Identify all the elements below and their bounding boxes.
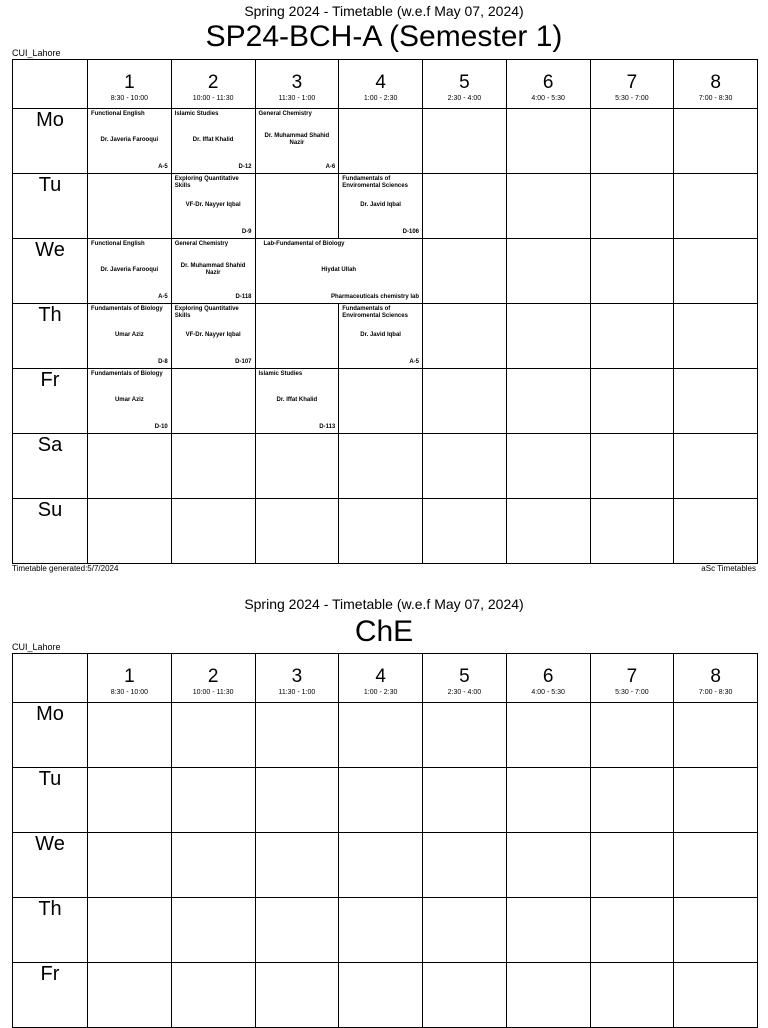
lesson-subject: General Chemistry	[258, 111, 312, 117]
lesson-room: D-8	[158, 359, 168, 365]
day-label: Th	[13, 898, 88, 963]
day-label: Fr	[13, 369, 88, 434]
lesson-cell[interactable]	[255, 109, 339, 174]
empty-cell	[88, 499, 172, 564]
lesson-teacher: VF-Dr. Nayyer Iqbal	[185, 332, 241, 338]
day-label: Mo	[13, 109, 88, 174]
empty-cell	[339, 963, 423, 1028]
lesson-teacher: Umar Aziz	[114, 332, 144, 338]
day-row-fr	[13, 963, 758, 1028]
corner-cell	[13, 60, 88, 109]
lesson-teacher: Dr. Muhammad Shahid Nazir	[180, 263, 246, 276]
timetable1-credit: aSc Timetables	[701, 564, 756, 573]
lesson-cell[interactable]	[88, 369, 172, 434]
empty-cell	[506, 898, 590, 963]
lesson-subject: Fundamentals of Enviromental Sciences	[342, 176, 408, 189]
period-header-row	[13, 654, 758, 703]
timetable2-school: CUI_Lahore	[12, 642, 61, 652]
empty-cell	[423, 833, 507, 898]
empty-cell	[590, 109, 674, 174]
empty-cell	[255, 434, 339, 499]
period-1: 1 8:30 - 10:00	[88, 654, 172, 703]
lesson-subject: Exploring Quantitative Skills	[174, 306, 239, 319]
period-2: 2 10:00 - 11:30	[171, 654, 255, 703]
empty-cell	[423, 963, 507, 1028]
empty-cell	[674, 963, 758, 1028]
timetable1-grid	[12, 59, 758, 564]
day-row-mo	[13, 703, 758, 768]
empty-cell	[506, 369, 590, 434]
lesson-subject: Fundamentals of Enviromental Sciences	[342, 306, 408, 319]
empty-cell	[171, 499, 255, 564]
empty-cell	[339, 898, 423, 963]
lesson-subject: Exploring Quantitative Skills	[174, 176, 239, 189]
lesson-cell[interactable]	[339, 174, 423, 239]
lesson-room: D-12	[238, 164, 252, 170]
empty-cell	[674, 703, 758, 768]
lesson-cell-double[interactable]	[255, 239, 423, 304]
lesson-cell[interactable]	[171, 304, 255, 369]
empty-cell	[506, 963, 590, 1028]
empty-cell	[590, 703, 674, 768]
empty-cell	[171, 703, 255, 768]
empty-cell	[339, 109, 423, 174]
empty-cell	[506, 434, 590, 499]
lesson-cell[interactable]	[171, 174, 255, 239]
day-label: Th	[13, 304, 88, 369]
day-label: Tu	[13, 174, 88, 239]
lesson-teacher: Dr. Javid Iqbal	[360, 202, 401, 208]
lesson-room: A-5	[158, 164, 168, 170]
empty-cell	[255, 499, 339, 564]
empty-cell	[506, 768, 590, 833]
day-row-we	[13, 833, 758, 898]
empty-cell	[674, 499, 758, 564]
empty-cell	[590, 499, 674, 564]
day-label: We	[13, 239, 88, 304]
empty-cell	[171, 833, 255, 898]
empty-cell	[423, 109, 507, 174]
empty-cell	[171, 768, 255, 833]
empty-cell	[88, 898, 172, 963]
lesson-cell[interactable]	[171, 239, 255, 304]
day-row-fr	[13, 369, 758, 434]
empty-cell	[674, 239, 758, 304]
period-4: 4 1:00 - 2:30	[339, 60, 423, 109]
timetable1-generated: Timetable generated:5/7/2024	[12, 564, 119, 573]
empty-cell	[590, 963, 674, 1028]
day-label: Fr	[13, 963, 88, 1028]
empty-cell	[506, 833, 590, 898]
empty-cell	[674, 109, 758, 174]
empty-cell	[674, 174, 758, 239]
empty-cell	[506, 239, 590, 304]
empty-cell	[674, 369, 758, 434]
empty-cell	[423, 239, 507, 304]
empty-cell	[590, 174, 674, 239]
empty-cell	[423, 174, 507, 239]
day-label: Su	[13, 499, 88, 564]
lesson-room: A-6	[325, 164, 336, 170]
period-7: 7 5:30 - 7:00	[590, 60, 674, 109]
empty-cell	[255, 833, 339, 898]
empty-cell	[423, 304, 507, 369]
lesson-teacher: Umar Aziz	[114, 397, 144, 403]
lesson-teacher: Dr. Javeria Farooqui	[100, 267, 159, 273]
lesson-teacher: Dr. Javid Iqbal	[360, 332, 401, 338]
lesson-cell[interactable]	[88, 239, 172, 304]
empty-cell	[506, 703, 590, 768]
empty-cell	[423, 499, 507, 564]
empty-cell	[590, 898, 674, 963]
period-2: 2 10:00 - 11:30	[171, 60, 255, 109]
empty-cell	[339, 703, 423, 768]
empty-cell	[674, 768, 758, 833]
empty-cell	[590, 239, 674, 304]
empty-cell	[339, 768, 423, 833]
empty-cell	[590, 833, 674, 898]
period-6: 6 4:00 - 5:30	[506, 60, 590, 109]
period-4: 4 1:00 - 2:30	[339, 654, 423, 703]
empty-cell	[255, 304, 339, 369]
empty-cell	[423, 703, 507, 768]
lesson-cell[interactable]	[339, 304, 423, 369]
lesson-subject: Fundamentals of Biology	[91, 371, 163, 377]
day-label: Sa	[13, 434, 88, 499]
lesson-room: D-10	[154, 424, 168, 430]
timetable2-title: ChE	[354, 615, 414, 648]
lesson-teacher: Dr. Muhammad Shahid Nazir	[264, 133, 330, 146]
empty-cell	[674, 304, 758, 369]
lesson-cell[interactable]	[171, 109, 255, 174]
lesson-room: D-9	[241, 229, 252, 235]
day-row-tu	[13, 174, 758, 239]
day-row-su	[13, 499, 758, 564]
lesson-room: A-5	[409, 359, 419, 365]
empty-cell	[88, 703, 172, 768]
empty-cell	[423, 768, 507, 833]
empty-cell	[506, 304, 590, 369]
lesson-cell[interactable]	[88, 109, 172, 174]
empty-cell	[171, 963, 255, 1028]
day-row-th	[13, 898, 758, 963]
lesson-subject: Islamic Studies	[258, 371, 303, 377]
empty-cell	[590, 434, 674, 499]
empty-cell	[590, 304, 674, 369]
empty-cell	[255, 768, 339, 833]
day-label: Tu	[13, 768, 88, 833]
period-1: 1 8:30 - 10:00	[88, 60, 172, 109]
lesson-room: D-118	[235, 294, 252, 300]
empty-cell	[423, 369, 507, 434]
day-row-we	[13, 239, 758, 304]
timetable1-school: CUI_Lahore	[12, 48, 61, 58]
empty-cell	[339, 499, 423, 564]
day-row-mo	[13, 109, 758, 174]
period-8: 8 7:00 - 8:30	[674, 60, 758, 109]
empty-cell	[339, 434, 423, 499]
empty-cell	[88, 768, 172, 833]
empty-cell	[506, 109, 590, 174]
lesson-subject: Lab-Fundamental of Biology	[263, 241, 345, 247]
empty-cell	[88, 434, 172, 499]
timetable2-grid	[12, 653, 758, 1028]
empty-cell	[88, 833, 172, 898]
empty-cell	[255, 963, 339, 1028]
period-3: 3 11:30 - 1:00	[255, 654, 339, 703]
empty-cell	[423, 434, 507, 499]
period-3: 3 11:30 - 1:00	[255, 60, 339, 109]
lesson-teacher: Hiydat Ullah	[321, 267, 357, 273]
empty-cell	[590, 768, 674, 833]
day-label: Mo	[13, 703, 88, 768]
day-label: We	[13, 833, 88, 898]
lesson-cell[interactable]	[255, 369, 339, 434]
lesson-subject: Islamic Studies	[174, 111, 219, 117]
lesson-subject: Functional English	[91, 241, 145, 247]
empty-cell	[171, 369, 255, 434]
lesson-cell[interactable]	[88, 304, 172, 369]
period-7: 7 5:30 - 7:00	[590, 654, 674, 703]
empty-cell	[339, 833, 423, 898]
empty-cell	[255, 898, 339, 963]
lesson-teacher: VF-Dr. Nayyer Iqbal	[185, 202, 241, 208]
lesson-subject: Functional English	[91, 111, 145, 117]
empty-cell	[423, 898, 507, 963]
empty-cell	[674, 833, 758, 898]
lesson-teacher: Dr. Iffat Khalid	[276, 397, 318, 403]
empty-cell	[171, 898, 255, 963]
lesson-room: A-5	[158, 294, 168, 300]
day-row-tu	[13, 768, 758, 833]
empty-cell	[88, 174, 172, 239]
timetable2-subtitle: Spring 2024 - Timetable (w.e.f May 07, 2024)	[244, 596, 524, 612]
lesson-room: Pharmaceuticals chemistry lab	[330, 294, 419, 300]
empty-cell	[255, 174, 339, 239]
empty-cell	[506, 499, 590, 564]
lesson-subject: General Chemistry	[174, 241, 229, 247]
empty-cell	[255, 703, 339, 768]
empty-cell	[88, 963, 172, 1028]
lesson-teacher: Dr. Iffat Khalid	[192, 137, 234, 143]
lesson-subject: Fundamentals of Biology	[91, 306, 163, 312]
day-row-sa	[13, 434, 758, 499]
period-header-row	[13, 60, 758, 109]
empty-cell	[339, 369, 423, 434]
empty-cell	[506, 174, 590, 239]
empty-cell	[674, 898, 758, 963]
lesson-room: D-113	[319, 424, 336, 430]
lesson-room: D-107	[235, 359, 252, 365]
period-6: 6 4:00 - 5:30	[506, 654, 590, 703]
empty-cell	[674, 434, 758, 499]
lesson-room: D-106	[402, 229, 419, 235]
period-5: 5 2:30 - 4:00	[423, 60, 507, 109]
day-row-th	[13, 304, 758, 369]
timetable1-title: SP24-BCH-A (Semester 1)	[205, 20, 563, 53]
period-8: 8 7:00 - 8:30	[674, 654, 758, 703]
empty-cell	[171, 434, 255, 499]
lesson-teacher: Dr. Javeria Farooqui	[100, 137, 159, 143]
empty-cell	[590, 369, 674, 434]
corner-cell	[13, 654, 88, 703]
period-5: 5 2:30 - 4:00	[423, 654, 507, 703]
timetable1-subtitle: Spring 2024 - Timetable (w.e.f May 07, 2024)	[244, 3, 524, 19]
